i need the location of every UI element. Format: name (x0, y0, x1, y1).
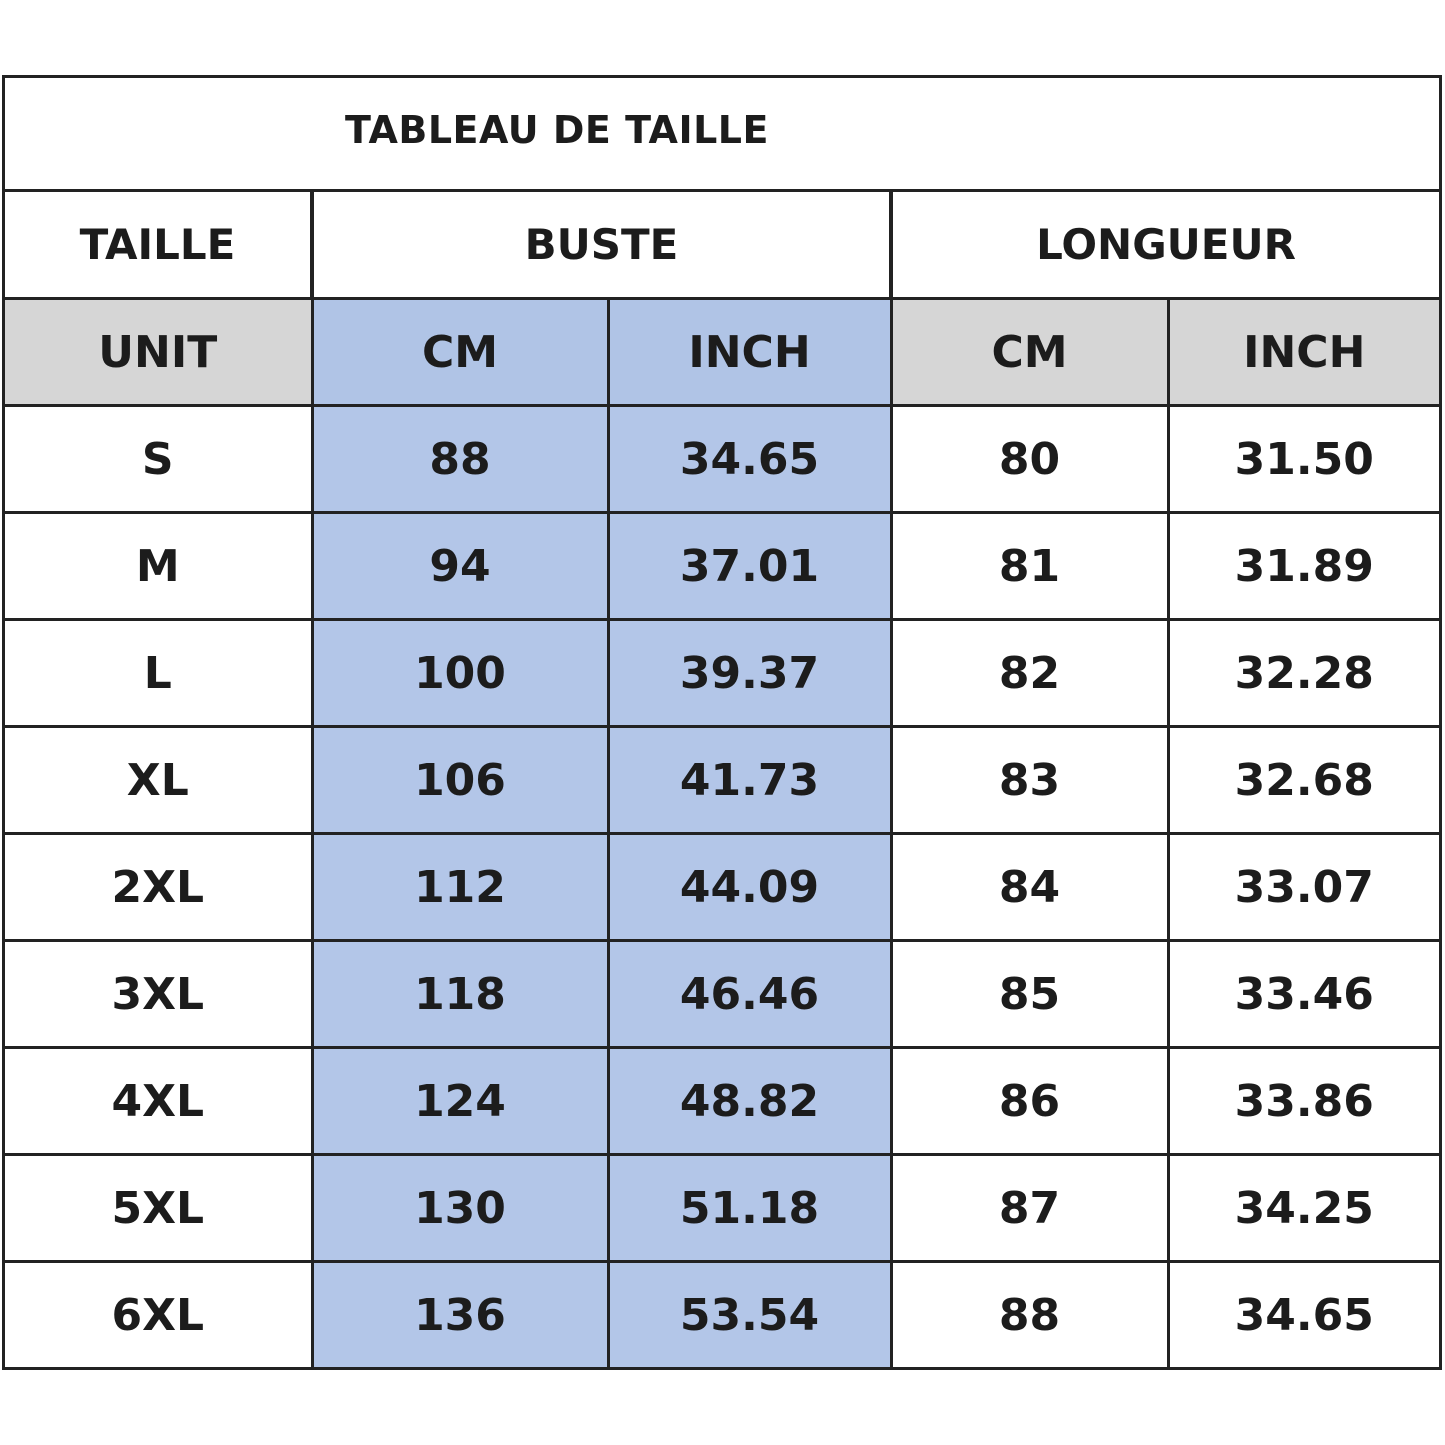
title-row (5, 78, 1439, 192)
size-cell: 3XL (5, 941, 312, 1048)
longueur-cm-unit: CM (891, 299, 1168, 406)
buste-cm-unit: CM (312, 299, 608, 406)
buste-cm-cell: 118 (312, 941, 608, 1048)
buste-inch-unit: INCH (608, 299, 891, 406)
size-cell: XL (5, 727, 312, 834)
buste-cm-cell: 130 (312, 1155, 608, 1262)
longueur-cm-cell: 83 (891, 727, 1168, 834)
longueur-cm-cell: 80 (891, 406, 1168, 513)
longueur-inch-cell: 32.68 (1168, 727, 1439, 834)
chart-title: TABLEAU DE TAILLE (345, 108, 769, 152)
longueur-inch-unit: INCH (1168, 299, 1439, 406)
longueur-inch-cell: 34.65 (1168, 1262, 1439, 1368)
size-cell: M (5, 513, 312, 620)
size-chart (2, 75, 1442, 1370)
buste-cm-cell: 106 (312, 727, 608, 834)
table-row (5, 1262, 1439, 1368)
table-row (5, 513, 1439, 620)
buste-cm-cell: 88 (312, 406, 608, 513)
table-row (5, 1048, 1439, 1155)
longueur-header: LONGUEUR (891, 192, 1439, 299)
buste-cm-cell: 136 (312, 1262, 608, 1368)
longueur-inch-cell: 31.50 (1168, 406, 1439, 513)
longueur-cm-cell: 82 (891, 620, 1168, 727)
buste-inch-cell: 34.65 (608, 406, 891, 513)
table-row (5, 1155, 1439, 1262)
size-cell: L (5, 620, 312, 727)
longueur-inch-cell: 34.25 (1168, 1155, 1439, 1262)
buste-cm-cell: 100 (312, 620, 608, 727)
buste-cm-cell: 94 (312, 513, 608, 620)
longueur-cm-cell: 86 (891, 1048, 1168, 1155)
buste-inch-cell: 51.18 (608, 1155, 891, 1262)
buste-inch-cell: 48.82 (608, 1048, 891, 1155)
buste-cm-cell: 112 (312, 834, 608, 941)
buste-inch-cell: 46.46 (608, 941, 891, 1048)
size-cell: 5XL (5, 1155, 312, 1262)
buste-inch-cell: 44.09 (608, 834, 891, 941)
longueur-inch-cell: 31.89 (1168, 513, 1439, 620)
size-cell: 2XL (5, 834, 312, 941)
longueur-inch-cell: 32.28 (1168, 620, 1439, 727)
unit-label: UNIT (5, 299, 312, 406)
longueur-cm-cell: 81 (891, 513, 1168, 620)
buste-inch-cell: 39.37 (608, 620, 891, 727)
header-row (5, 192, 1439, 299)
longueur-cm-cell: 87 (891, 1155, 1168, 1262)
table-row (5, 941, 1439, 1048)
unit-row (5, 299, 1439, 406)
longueur-inch-cell: 33.46 (1168, 941, 1439, 1048)
longueur-cm-cell: 85 (891, 941, 1168, 1048)
longueur-cm-cell: 88 (891, 1262, 1168, 1368)
longueur-cm-cell: 84 (891, 834, 1168, 941)
table-row (5, 620, 1439, 727)
size-cell: S (5, 406, 312, 513)
size-table (5, 192, 1439, 1367)
table-row (5, 406, 1439, 513)
longueur-inch-cell: 33.07 (1168, 834, 1439, 941)
table-row (5, 834, 1439, 941)
buste-inch-cell: 37.01 (608, 513, 891, 620)
buste-cm-cell: 124 (312, 1048, 608, 1155)
table-row (5, 727, 1439, 834)
buste-inch-cell: 41.73 (608, 727, 891, 834)
taille-header: TAILLE (5, 192, 312, 299)
buste-inch-cell: 53.54 (608, 1262, 891, 1368)
buste-header: BUSTE (312, 192, 891, 299)
size-cell: 6XL (5, 1262, 312, 1368)
size-cell: 4XL (5, 1048, 312, 1155)
longueur-inch-cell: 33.86 (1168, 1048, 1439, 1155)
